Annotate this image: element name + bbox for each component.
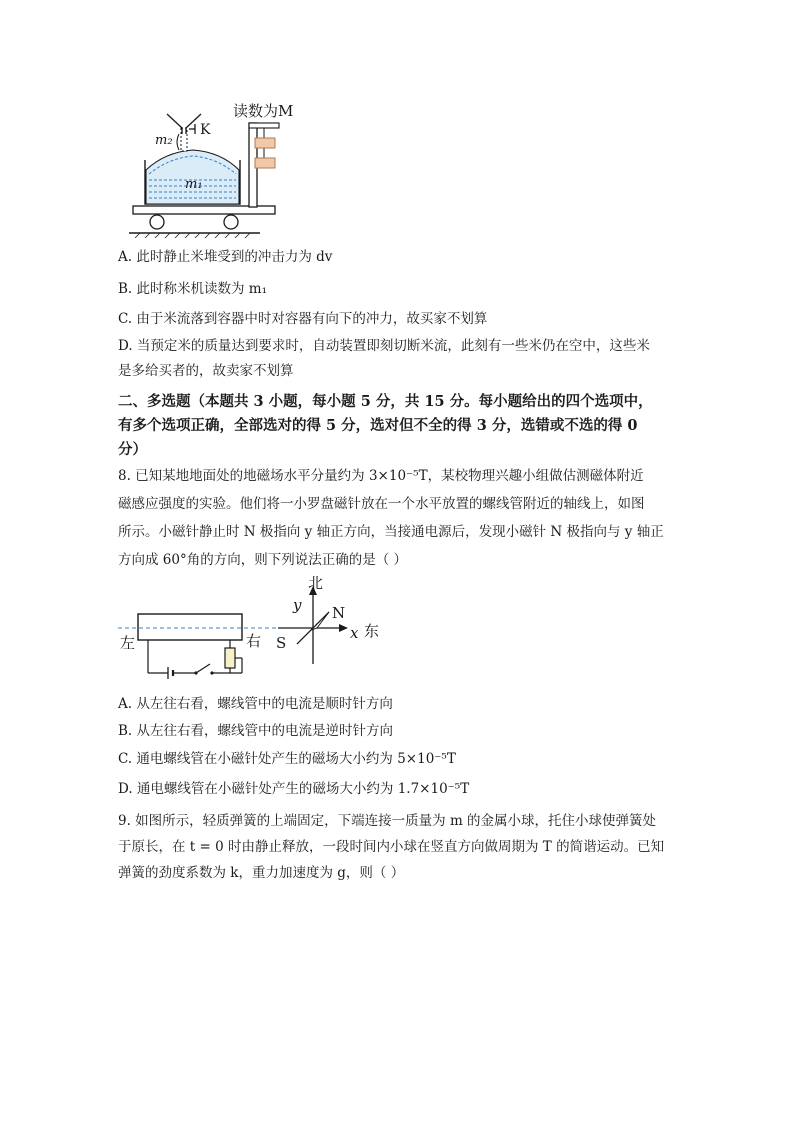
m1-label: m₁ <box>185 177 203 192</box>
reading-label: 读数为M <box>233 102 294 120</box>
solenoid-compass-figure <box>118 576 388 688</box>
q7-option-b: B. 此时称米机读数为 m₁ <box>118 281 268 297</box>
q7-option-a: A. 此时静止米堆受到的冲击力为 dv <box>118 249 333 265</box>
q7-option-d-continued: 是多给买者的，故卖家不划算 <box>118 363 294 379</box>
q9-stem-line-1: 9. 如图所示，轻质弹簧的上端固定，下端连接一质量为 m 的金属小球，托住小球使弹簧处 <box>118 813 657 829</box>
q8-option-d: D. 通电螺线管在小磁针处产生的磁场大小约为 1.7×10⁻⁵T <box>118 781 470 797</box>
q7-option-d: D. 当预定米的质量达到要求时，自动装置即刻切断米流，此刻有一些米仍在空中，这些米 <box>118 338 650 354</box>
rice-scale-figure <box>125 98 310 238</box>
valve-k-label: K <box>200 122 211 138</box>
q9-stem-line-3: 弹簧的劲度系数为 k，重力加速度为 g，则（ ） <box>118 865 405 881</box>
section-heading-line-1: 二、多选题（本题共 3 小题，每小题 5 分，共 15 分。每小题给出的四个选项中， <box>118 393 653 410</box>
q8-stem-line-2: 磁感应强度的实验。他们将一小罗盘磁针放在一个水平放置的螺线管附近的轴线上，如图 <box>118 496 645 512</box>
q8-option-a: A. 从左往右看，螺线管中的电流是顺时针方向 <box>118 696 393 712</box>
needle-s-label: S <box>276 634 287 652</box>
x-axis-label: x <box>350 624 359 642</box>
q8-stem-line-3: 所示。小磁针静止时 N 极指向 y 轴正方向，当接通电源后，发现小磁针 N 极指向与 y 轴正 <box>118 524 664 540</box>
y-axis-label: y <box>293 596 302 614</box>
q8-option-b: B. 从左往右看，螺线管中的电流是逆时针方向 <box>118 723 394 739</box>
needle-n-label: N <box>332 604 346 622</box>
north-label: 北 <box>308 576 324 592</box>
left-label: 左 <box>120 634 136 652</box>
q8-option-c: C. 通电螺线管在小磁针处产生的磁场大小约为 5×10⁻⁵T <box>118 751 456 767</box>
section-heading-line-2: 有多个选项正确，全部选对的得 5 分，选对但不全的得 3 分，选错或不选的得 0 <box>118 417 638 434</box>
section-heading-line-3: 分） <box>118 441 147 458</box>
east-label: 东 <box>364 622 380 640</box>
right-label: 右 <box>246 632 262 650</box>
q7-option-c: C. 由于米流落到容器中时对容器有向下的冲力，故买家不划算 <box>118 311 488 327</box>
q8-stem-line-4: 方向成 60°角的方向，则下列说法正确的是（ ） <box>118 552 408 568</box>
m2-label: m₂ <box>155 133 173 148</box>
q9-stem-line-2: 于原长，在 t = 0 时由静止释放，一段时间内小球在竖直方向做周期为 T 的简谐运动。已知 <box>118 839 665 855</box>
q8-stem-line-1: 8. 已知某地地面处的地磁场水平分量约为 3×10⁻⁵T，某校物理兴趣小组做估测磁体附近 <box>118 468 644 484</box>
